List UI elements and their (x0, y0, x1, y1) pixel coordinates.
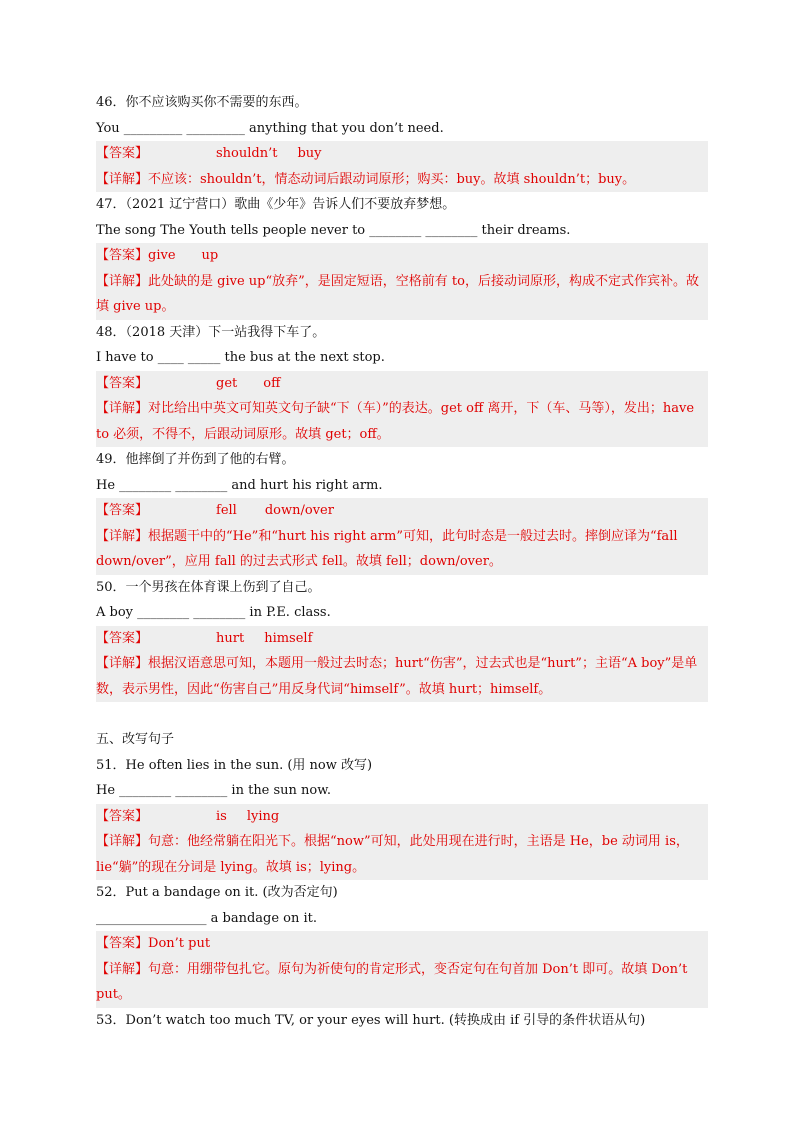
answer-row (96, 371, 708, 397)
question-text: 46．你不应该购买你不需要的东西。 (96, 95, 308, 110)
answer-label: 【答案】 (96, 248, 149, 263)
answer-value: fell (216, 503, 237, 518)
answer-value: lying (246, 808, 280, 824)
question-text: 49．他摔倒了并伤到了他的右臂。 (96, 452, 295, 467)
question-text: 52．Put a bandage on it. (改为否定句) (96, 885, 338, 900)
answer-value: Don’t put (148, 936, 211, 951)
answer-value: himself (264, 630, 313, 646)
answer-label: 【答案】 (96, 630, 149, 646)
question-text: 48．（2018 天津）下一站我得下车了。 (96, 324, 326, 340)
answer-label: 【答案】 (96, 808, 149, 824)
answer-row (96, 626, 708, 652)
question-block-50 (96, 575, 708, 703)
question-block-47 (96, 192, 708, 320)
question-sentence: The song The Youth tells people never to ________ ________ their dreams. (96, 222, 571, 238)
question-sentence: _________________ a bandage on it. (96, 910, 318, 926)
section-spacer (96, 702, 708, 727)
answer-detail: 【详解】不应该：shouldn’t，情态动词后跟动词原形；购买：buy。故填 shouldn’t；buy。 (96, 167, 708, 193)
answer-value: get (216, 375, 238, 391)
question-sentence: He ________ ________ and hurt his right arm. (96, 477, 383, 493)
question-block-49 (96, 447, 708, 575)
question-block-46 (96, 90, 708, 192)
question-sentence: You _________ _________ anything that you don’t need. (96, 120, 444, 136)
question-block-52 (96, 880, 708, 1008)
answer-detail: 【详解】对比给出中英文可知英文句子缺“下（车）”的表达。get off 离开，下（车、马等），发出；have to 必须，不得不，后跟动词原形。故填 get；off。 (96, 396, 708, 447)
answer-label: 【答案】 (96, 503, 149, 518)
answer-row (96, 498, 708, 524)
answer-label: 【答案】 (96, 375, 149, 391)
answer-value: hurt (216, 630, 245, 646)
answer-label: 【答案】 (96, 936, 149, 951)
answer-value: up (201, 248, 219, 263)
question-text: 53．Don’t watch too much TV, or your eyes will hurt. (转换成由 if 引导的条件状语从句) (96, 1012, 646, 1028)
answer-detail: 【详解】根据汉语意思可知，本题用一般过去时态；hurt“伤害”，过去式也是“hurt”；主语“A boy”是单数，表示男性，因此“伤害自己”用反身代词“himself”。故填 hurt；himself。 (96, 651, 708, 702)
answer-detail: 【详解】此处缺的是 give up“放弃”，是固定短语，空格前有 to，后接动词原形，构成不定式作宾补。故填 give up。 (96, 269, 708, 320)
question-sentence: I have to ____ _____ the bus at the next stop. (96, 350, 385, 365)
answer-row (96, 141, 708, 167)
question-block-51 (96, 753, 708, 881)
answer-value: off (263, 375, 281, 391)
answer-row (96, 243, 708, 269)
answer-value: buy (297, 146, 322, 161)
answer-row (96, 931, 708, 957)
answer-row (96, 804, 708, 830)
question-sentence: A boy ________ ________ in P.E. class. (96, 605, 331, 620)
answer-detail: 【详解】根据题干中的“He”和“hurt his right arm”可知，此句时态是一般过去时。摔倒应译为“fall down/over”，应用 fall 的过去式形式 fell。故填 fell；down/over。 (96, 524, 708, 575)
answer-value: shouldn’t (216, 146, 278, 161)
document-page (96, 90, 708, 1033)
question-text: 50．一个男孩在体育课上伤到了自己。 (96, 579, 321, 595)
answer-value: down/over (264, 503, 334, 518)
question-sentence: He ________ ________ in the sun now. (96, 783, 331, 798)
answer-detail: 【详解】句意：他经常躺在阳光下。根据“now”可知，此处用现在进行时，主语是 He，be 动词用 is，lie“躺”的现在分词是 lying。故填 is；lying。 (96, 829, 708, 880)
question-text: 51．He often lies in the sun. (用 now 改写) (96, 757, 373, 773)
answer-value: give (148, 248, 176, 263)
answer-value: is (216, 808, 227, 824)
question-block-48 (96, 320, 708, 448)
answer-detail: 【详解】句意：用绷带包扎它。原句为祈使句的肯定形式，变否定句在句首加 Don’t 即可。故填 Don’t put。 (96, 957, 708, 1008)
section-title: 五、改写句子 (96, 732, 175, 747)
question-text: 47．（2021 辽宁营口）歌曲《少年》告诉人们不要放弃梦想。 (96, 197, 456, 212)
answer-label: 【答案】 (96, 146, 149, 161)
